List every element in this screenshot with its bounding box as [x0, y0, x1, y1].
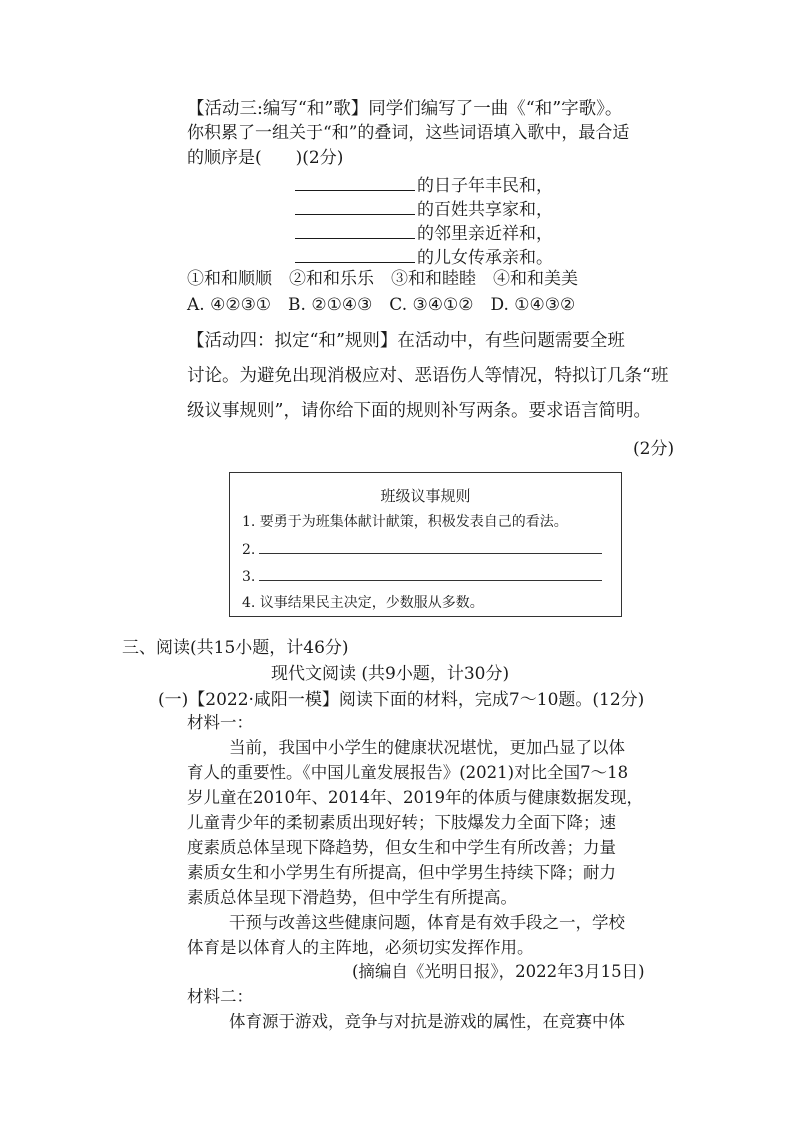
material2-label: 材料二：: [187, 987, 253, 1006]
material1-paragraph: 育人的重要性。《中国儿童发展报告》(2021)对比全国7～18: [187, 763, 629, 782]
activity3-question: 的顺序是( )(2分): [187, 148, 344, 168]
song-line-1: 的日子年丰民和，: [295, 171, 553, 195]
fill-blank[interactable]: [295, 195, 415, 215]
song-line-3: 的邻里亲近祥和，: [295, 219, 553, 243]
material1-paragraph: 度素质总体呈现下降趋势，但女生和中学生有所改善；力量: [187, 838, 616, 857]
answer-options: A. ④②③① B. ②①④③ C. ③④①② D. ①④③②: [187, 295, 576, 315]
material1-paragraph: 干预与改善这些健康问题，体育是有效手段之一，学校: [229, 913, 625, 932]
activity4-line1: 【活动四：拟定“和”规则】在活动中，有些问题需要全班: [187, 331, 625, 351]
question-intro: (一)【2022·咸阳一模】阅读下面的材料，完成7～10题。(12分): [158, 690, 645, 710]
section-header: 三、阅读(共15小题，计46分): [122, 638, 349, 658]
material1-label: 材料一：: [187, 713, 253, 732]
rule-item-4: 4. 议事结果民主决定，少数服从多数。: [242, 595, 484, 611]
fill-blank[interactable]: [295, 171, 415, 191]
word-choices: ①和和顺顺 ②和和乐乐 ③和和睦睦 ④和和美美: [187, 269, 578, 289]
rules-box: [229, 472, 622, 617]
song-line-4: 的儿女传承亲和。: [295, 243, 553, 267]
material1-paragraph: 当前，我国中小学生的健康状况堪忧，更加凸显了以体: [229, 738, 625, 757]
material1-paragraph: 体育是以体育人的主阵地，必须切实发挥作用。: [187, 938, 534, 957]
activity4-score: (2分): [633, 439, 675, 459]
rule-item-3: 3.: [242, 566, 602, 585]
section-subheader: 现代文阅读 (共9小题，计30分): [271, 664, 510, 684]
rule-item-2: 2.: [242, 539, 602, 558]
activity4-line3: 级议事规则”，请你给下面的规则补写两条。要求语言简明。: [187, 401, 651, 421]
rule-blank-3[interactable]: [259, 566, 602, 581]
rule-item-1: 1. 要勇于为班集体献计献策，积极发表自己的看法。: [242, 514, 568, 530]
material1-paragraph: 岁儿童在2010年、2014年、2019年的体质与健康数据发现，: [187, 788, 643, 807]
song-line-2: 的百姓共享家和，: [295, 195, 553, 219]
fill-blank[interactable]: [295, 219, 415, 239]
fill-blank[interactable]: [295, 243, 415, 263]
activity3-line2: 你积累了一组关于“和”的叠词，这些词语填入歌中，最合适: [187, 123, 630, 143]
material1-paragraph: 素质总体呈现下滑趋势，但中学生有所提高。: [187, 888, 517, 907]
rule-blank-2[interactable]: [259, 539, 602, 554]
activity3-line1: 【活动三:编写“和”歌】同学们编写了一曲《“和”字歌》。: [187, 99, 623, 119]
material1-paragraph: 素质女生和小学男生有所提高，但中学男生持续下降；耐力: [187, 863, 616, 882]
rules-title: 班级议事规则: [380, 487, 471, 505]
material2-paragraph: 体育源于游戏，竞争与对抗是游戏的属性，在竞赛中体: [229, 1012, 625, 1031]
material1-paragraph: 儿童青少年的柔韧素质出现好转；下肢爆发力全面下降；速: [187, 813, 616, 832]
material1-source: (摘编自《光明日报》，2022年3月15日): [352, 962, 645, 981]
activity4-line2: 讨论。为避免出现消极应对、恶语伤人等情况，特拟订几条“班: [187, 366, 669, 386]
